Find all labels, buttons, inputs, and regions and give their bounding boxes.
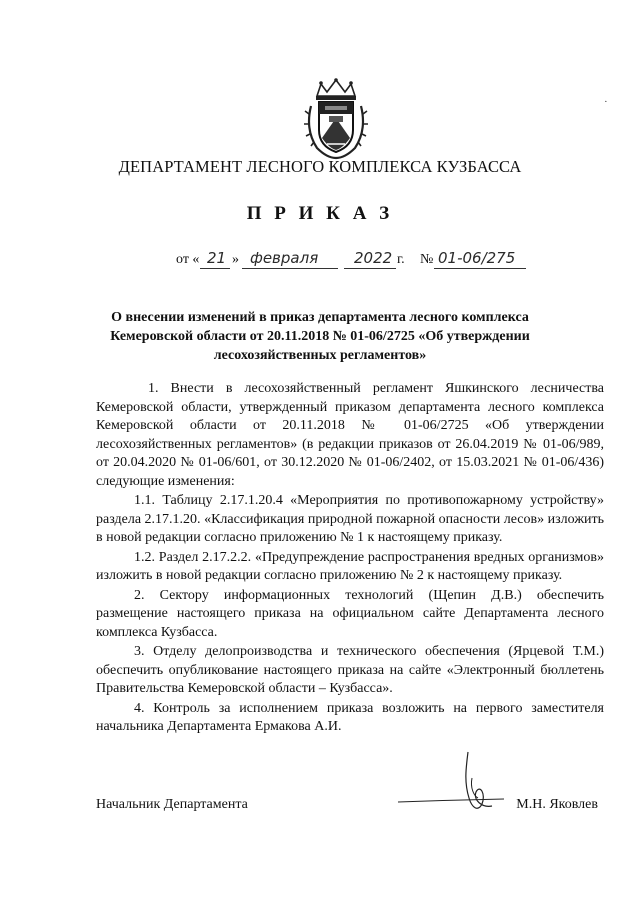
date-month: февраля: [250, 249, 319, 267]
order-title: П Р И К А З: [246, 203, 394, 224]
subject-line: О внесении изменений в приказ департамента лесного комплекса: [111, 310, 529, 325]
paragraph-1: 1. Внести в лесохозяйственный регламент Яшкинского лесничества Кемеровской области, утвержденный приказом департамента лесного комплекса Кемеровской области от 20.11.2018 № 01-06/2725 «Об утверждении лесохозяйственных регламентов» (в редакции приказов от 26.04.2019 № 01-06/989, от 20.04.2020 № 01-06/601, от 30.12.2020 № 01-06/2402, от 15.03.2021 № 01-06/436) следующие изменения:: [96, 381, 604, 489]
year-underline: [344, 268, 396, 269]
order-subject: [60, 308, 580, 365]
date-number-line: [176, 249, 556, 274]
corner-mark: ·: [604, 96, 608, 108]
subject-line: Кемеровской области от 20.11.2018 № 01-06/2725 «Об утверждении: [110, 329, 530, 344]
paragraph-1-2: 1.2. Раздел 2.17.2.2. «Предупреждение распространения вредных организмов» изложить в новой редакции согласно приложению № 2 к настоящему приказу.: [96, 549, 604, 583]
signature-row: [96, 797, 604, 819]
order-body: [96, 380, 604, 738]
month-underline: [242, 268, 338, 269]
paragraph-1-1: 1.1. Таблицу 2.17.1.20.4 «Мероприятия по противопожарному устройству» раздела 2.17.1.20. «Классификация природной пожарной опасности лесов» изложить в новой редакции согласно приложению № 1 к настоящему приказу.: [96, 493, 604, 545]
number-underline: [434, 268, 526, 269]
order-number: 01-06/275: [438, 249, 516, 267]
paragraph-4: 4. Контроль за исполнением приказа возложить на первого заместителя начальника Департамента Ермакова А.И.: [96, 700, 604, 734]
day-underline: [200, 268, 230, 269]
kuzbass-coat-of-arms-icon: [303, 78, 369, 160]
date-year: 2022: [354, 249, 393, 267]
paragraph-2: 2. Сектору информационных технологий (Щепин Д.В.) обеспечить размещение настоящего приказа на официальном сайте Департамента лесного комплекса Кузбасса.: [96, 587, 604, 640]
subject-line: лесохозяйственных регламентов»: [213, 348, 427, 363]
date-quote-close: »: [232, 252, 239, 267]
department-title: ДЕПАРТАМЕНТ ЛЕСНОГО КОМПЛЕКСА КУЗБАССА: [118, 157, 522, 176]
date-prefix: от «: [176, 252, 200, 267]
signatory-position: Начальник Департамента: [96, 797, 248, 812]
date-year-suffix: г.: [397, 252, 405, 267]
number-sign: №: [420, 252, 434, 267]
paragraph-3: 3. Отделу делопроизводства и технического обеспечения (Ярцевой Т.М.) обеспечить опубликование настоящего приказа на сайте «Электронный бюллетень Правительства Кемеровской области – Кузбасса».: [96, 644, 604, 696]
signatory-name: М.Н. Яковлев: [516, 797, 598, 812]
date-day: 21: [207, 249, 227, 267]
